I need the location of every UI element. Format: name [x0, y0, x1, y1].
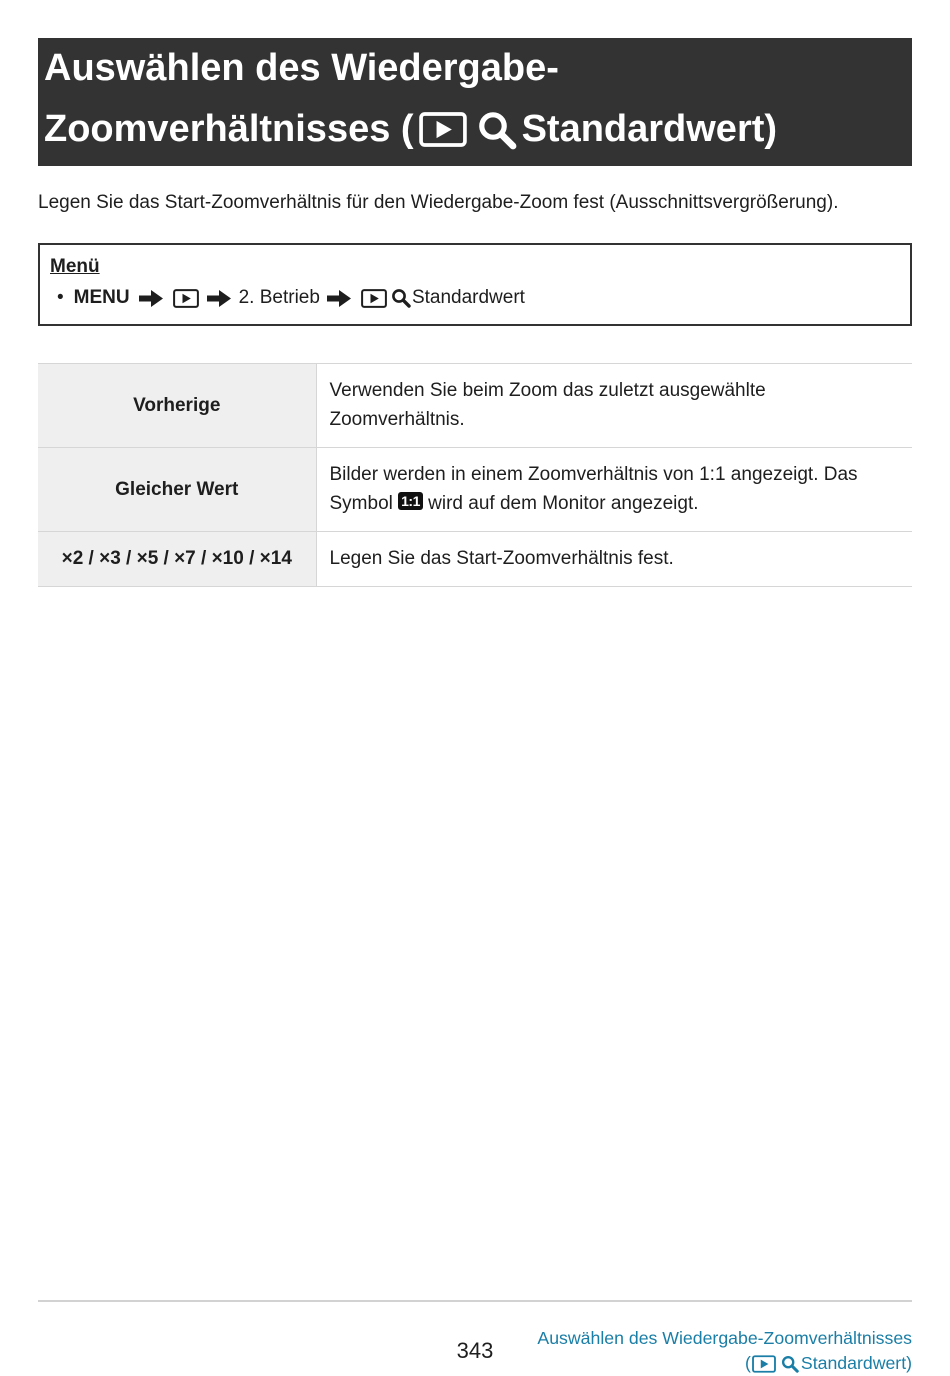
menu-box	[38, 243, 912, 326]
option-description-text: wird auf dem Monitor angezeigt.	[428, 493, 699, 514]
footer-link-line2[interactable]	[537, 1351, 912, 1376]
magnifier-icon	[477, 110, 517, 150]
menu-heading: Menü	[50, 256, 100, 277]
option-description-text: Bilder werden in einem Zoomverhältnis von 1:1 angezeigt. Das Symbol	[329, 464, 858, 514]
menu-path-step: 2. Betrieb	[238, 287, 320, 308]
options-table-body	[38, 364, 912, 587]
page-number: 343	[456, 1338, 494, 1363]
table-row	[38, 448, 912, 532]
footer-link-text[interactable]: Auswählen des Wiedergabe-Zoomverhältnisses	[537, 1328, 912, 1348]
table-row	[38, 532, 912, 587]
menu-path-item: Standardwert	[411, 287, 525, 308]
footer-divider	[38, 1300, 912, 1302]
arrow-right-icon	[139, 290, 163, 307]
one-to-one-icon: 1:1	[398, 492, 423, 510]
playback-icon	[752, 1355, 776, 1373]
option-label: Gleicher Wert	[38, 448, 316, 532]
options-table	[38, 363, 912, 587]
option-description: Legen Sie das Start-Zoomverhältnis fest.	[316, 532, 912, 587]
footer-section-link[interactable]	[537, 1326, 912, 1376]
page-title-line1: Auswählen des Wiedergabe-	[44, 47, 559, 89]
page-title	[38, 38, 912, 166]
footer-link-suffix[interactable]: Standardwert)	[800, 1353, 912, 1373]
playback-icon	[173, 289, 199, 308]
playback-icon	[418, 112, 468, 147]
page-title-line2-suffix: Standardwert)	[521, 108, 778, 150]
footer-link-paren[interactable]: (	[745, 1353, 751, 1373]
playback-icon	[361, 289, 387, 308]
menu-path-root: MENU	[73, 287, 130, 308]
option-description: Verwenden Sie beim Zoom das zuletzt ausgewählte Zoomverhältnis.	[316, 364, 912, 448]
arrow-right-icon	[327, 290, 351, 307]
bullet: •	[57, 287, 64, 308]
table-row	[38, 364, 912, 448]
option-label: ×2 / ×3 / ×5 / ×7 / ×10 / ×14	[38, 532, 316, 587]
magnifier-icon	[391, 288, 411, 308]
option-label: Vorherige	[38, 364, 316, 448]
page-title-line2-text: Zoomverhältnisses (	[44, 108, 414, 150]
option-description	[316, 448, 912, 532]
page-title-line2	[44, 99, 912, 160]
intro-paragraph: Legen Sie das Start-Zoomverhältnis für den Wiedergabe-Zoom fest (Ausschnittsvergrößerung).	[38, 192, 839, 213]
menu-path	[50, 284, 900, 312]
magnifier-icon	[781, 1355, 799, 1373]
arrow-right-icon	[207, 290, 231, 307]
